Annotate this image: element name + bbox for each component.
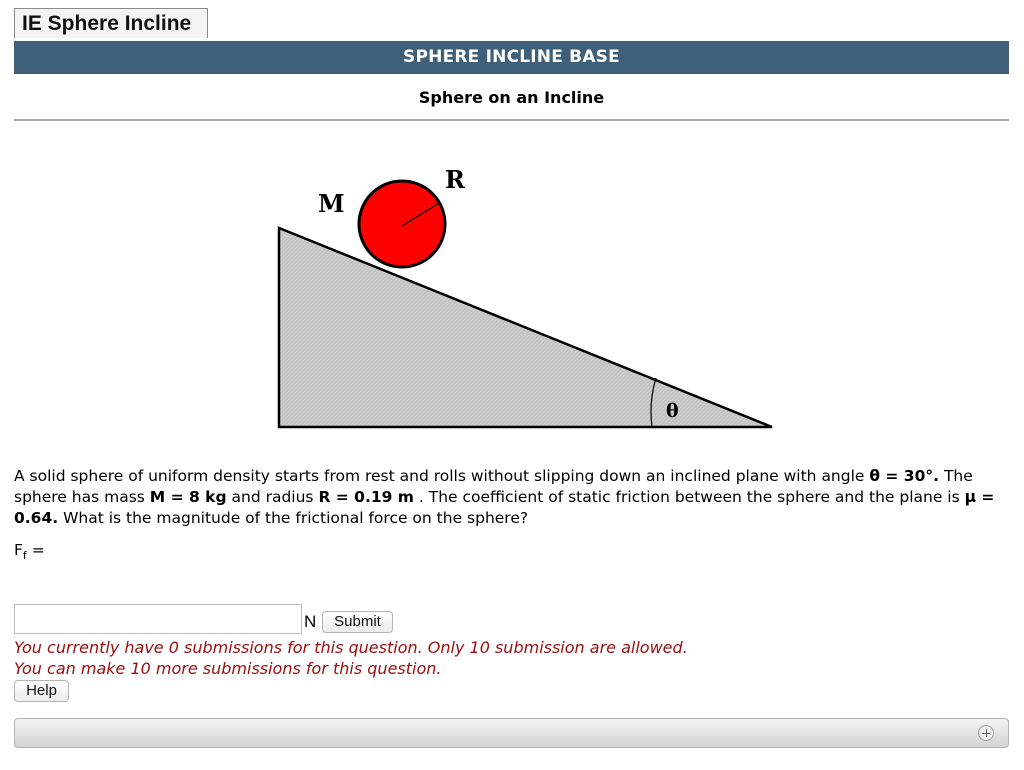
- answer-equals: =: [26, 541, 45, 559]
- statement-part: . The coefficient of static friction between the sphere and the plane is: [413, 488, 965, 506]
- mass-value: M = 8 kg: [149, 488, 227, 506]
- answer-symbol: F: [14, 541, 23, 559]
- unit-label: N: [304, 612, 317, 631]
- angle-value: θ = 30°.: [869, 467, 940, 485]
- answer-subscript: f: [22, 549, 27, 563]
- friction-coefficient-value: μ = 0.64.: [14, 488, 995, 527]
- help-button[interactable]: Help: [14, 680, 69, 702]
- radius-value: R = 0.19 m: [318, 488, 414, 506]
- submission-status-line: You currently have 0 submissions for this question. Only 10 submission are allowed.: [14, 638, 688, 657]
- problem-statement: [14, 466, 1004, 529]
- submission-status: [14, 637, 688, 679]
- answer-label: [14, 541, 45, 562]
- radius-label: R: [445, 165, 465, 194]
- expand-plus-icon[interactable]: [978, 725, 994, 741]
- angle-label: θ: [666, 400, 679, 422]
- incline-figure: [270, 160, 790, 444]
- statement-part: The sphere has mass: [14, 467, 973, 506]
- answer-input[interactable]: [14, 604, 302, 634]
- divider: [14, 119, 1009, 121]
- incline-diagram: [270, 160, 790, 440]
- submission-remaining-line: You can make 10 more submissions for this question.: [14, 659, 442, 678]
- problem-title: Sphere on an Incline: [418, 88, 605, 107]
- sphere: [359, 181, 445, 267]
- section-header: SPHERE INCLINE BASE: [14, 41, 1009, 74]
- window-title-tab: IE Sphere Incline: [14, 8, 208, 38]
- submit-button[interactable]: Submit: [322, 611, 393, 633]
- statement-part: A solid sphere of uniform density starts from rest and rolls without slipping down an inclined plane with angle: [14, 467, 870, 485]
- statement-part: and radius: [226, 488, 319, 506]
- collapsible-panel[interactable]: [14, 718, 1009, 748]
- incline-plane: [279, 228, 772, 427]
- mass-label: M: [318, 189, 345, 218]
- statement-part: What is the magnitude of the frictional force on the sphere?: [58, 509, 529, 527]
